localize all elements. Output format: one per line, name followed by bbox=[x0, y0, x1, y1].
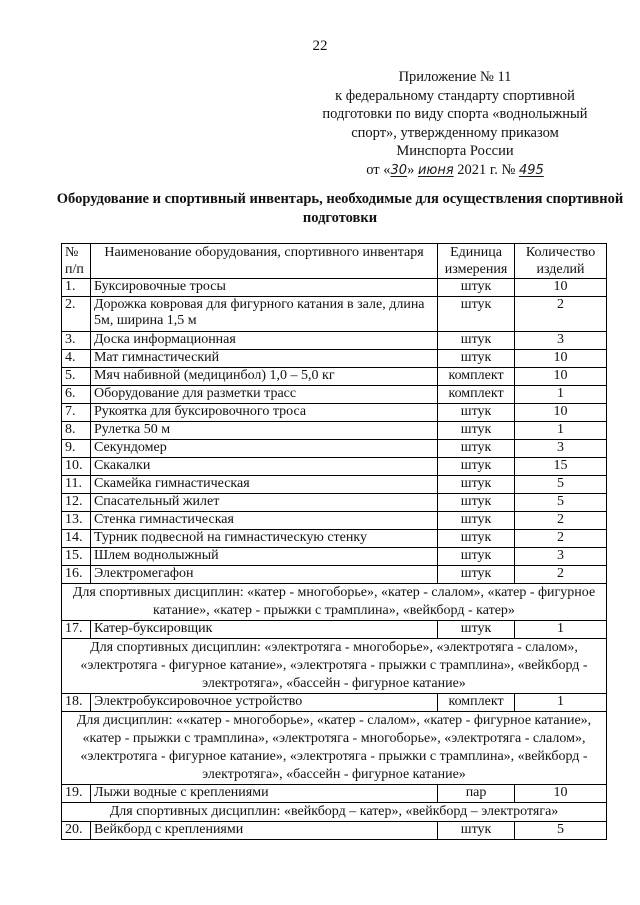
section-text: Для спортивных дисциплин: «катер - многоборье», «катер - слалом», «катер - фигурное катание», «катер - прыжки с трамплина», «вейкборд - катер» bbox=[62, 584, 607, 621]
cell-unit: комплект bbox=[438, 386, 515, 404]
cell-num: 9. bbox=[62, 440, 91, 458]
document-title: Оборудование и спортивный инвентарь, необходимые для осуществления спортивной подготовки bbox=[56, 191, 624, 226]
cell-name: Дорожка ковровая для фигурного катания в зале, длина 5м, ширина 1,5 м bbox=[90, 297, 437, 332]
cell-qty: 5 bbox=[515, 822, 607, 840]
cell-qty: 2 bbox=[515, 297, 607, 332]
table-row bbox=[62, 297, 607, 332]
cell-qty: 10 bbox=[515, 785, 607, 803]
table-row bbox=[62, 404, 607, 422]
cell-qty: 1 bbox=[515, 422, 607, 440]
cell-qty: 2 bbox=[515, 530, 607, 548]
cell-num: 3. bbox=[62, 332, 91, 350]
cell-name: Скамейка гимнастическая bbox=[90, 476, 437, 494]
cell-num: 17. bbox=[62, 621, 91, 639]
table-row bbox=[62, 350, 607, 368]
cell-name: Электробуксировочное устройство bbox=[90, 694, 437, 712]
cell-num: 14. bbox=[62, 530, 91, 548]
cell-name: Доска информационная bbox=[90, 332, 437, 350]
cell-name: Спасательный жилет bbox=[90, 494, 437, 512]
header-name: Наименование оборудования, спортивного инвентаря bbox=[90, 244, 437, 279]
cell-num: 1. bbox=[62, 279, 91, 297]
cell-unit: штук bbox=[438, 458, 515, 476]
table-row bbox=[62, 386, 607, 404]
cell-unit: штук bbox=[438, 440, 515, 458]
cell-unit: штук bbox=[438, 422, 515, 440]
cell-num: 7. bbox=[62, 404, 91, 422]
cell-num: 6. bbox=[62, 386, 91, 404]
cell-qty: 1 bbox=[515, 386, 607, 404]
cell-num: 5. bbox=[62, 368, 91, 386]
date-sep: » bbox=[407, 161, 415, 178]
cell-num: 18. bbox=[62, 694, 91, 712]
cell-name: Рулетка 50 м bbox=[90, 422, 437, 440]
cell-num: 10. bbox=[62, 458, 91, 476]
appendix-line: Минспорта России bbox=[396, 143, 514, 159]
cell-name: Скакалки bbox=[90, 458, 437, 476]
cell-num: 15. bbox=[62, 548, 91, 566]
cell-qty: 10 bbox=[515, 350, 607, 368]
cell-name: Рукоятка для буксировочного троса bbox=[90, 404, 437, 422]
cell-unit: штук bbox=[438, 566, 515, 584]
date-month: июня bbox=[417, 162, 454, 178]
appendix-line: подготовки по виду спорта «воднолыжный bbox=[322, 106, 588, 122]
table-row bbox=[62, 530, 607, 548]
cell-qty: 1 bbox=[515, 694, 607, 712]
cell-unit: штук bbox=[438, 530, 515, 548]
table-row bbox=[62, 785, 607, 803]
cell-name: Катер-буксировщик bbox=[90, 621, 437, 639]
cell-qty: 10 bbox=[515, 279, 607, 297]
table-header-row bbox=[62, 244, 607, 279]
cell-name: Шлем воднолыжный bbox=[90, 548, 437, 566]
table-row bbox=[62, 822, 607, 840]
date-prefix: от « bbox=[366, 161, 391, 178]
cell-name: Буксировочные тросы bbox=[90, 279, 437, 297]
header-unit: Единица измерения bbox=[438, 244, 515, 279]
cell-unit: комплект bbox=[438, 368, 515, 386]
table-row bbox=[62, 476, 607, 494]
cell-name: Оборудование для разметки трасс bbox=[90, 386, 437, 404]
cell-unit: штук bbox=[438, 512, 515, 530]
cell-qty: 5 bbox=[515, 494, 607, 512]
cell-qty: 3 bbox=[515, 548, 607, 566]
cell-unit: штук bbox=[438, 621, 515, 639]
cell-unit: штук bbox=[438, 822, 515, 840]
appendix-line: спорт», утвержденному приказом bbox=[351, 124, 559, 141]
cell-unit: штук bbox=[438, 476, 515, 494]
cell-qty: 5 bbox=[515, 476, 607, 494]
cell-num: 2. bbox=[62, 297, 91, 332]
cell-num: 11. bbox=[62, 476, 91, 494]
cell-unit: комплект bbox=[438, 694, 515, 712]
table-row bbox=[62, 548, 607, 566]
table-row bbox=[62, 621, 607, 639]
appendix-line: к федеральному стандарту спортивной bbox=[335, 87, 575, 104]
table-row bbox=[62, 440, 607, 458]
section-row bbox=[62, 803, 607, 822]
cell-qty: 1 bbox=[515, 621, 607, 639]
cell-unit: штук bbox=[438, 404, 515, 422]
equipment-table bbox=[61, 243, 607, 840]
cell-qty: 2 bbox=[515, 512, 607, 530]
cell-unit: штук bbox=[438, 494, 515, 512]
appendix-header bbox=[300, 68, 610, 180]
cell-unit: штук bbox=[438, 332, 515, 350]
cell-name: Лыжи водные с креплениями bbox=[90, 785, 437, 803]
cell-num: 8. bbox=[62, 422, 91, 440]
cell-qty: 2 bbox=[515, 566, 607, 584]
section-row bbox=[62, 639, 607, 694]
table-body bbox=[62, 279, 607, 584]
cell-name: Мяч набивной (медицинбол) 1,0 – 5,0 кг bbox=[90, 368, 437, 386]
cell-qty: 3 bbox=[515, 440, 607, 458]
table-row bbox=[62, 422, 607, 440]
page-number: 22 bbox=[312, 38, 328, 54]
table-row bbox=[62, 332, 607, 350]
date-day: 30 bbox=[390, 162, 408, 178]
order-number: 495 bbox=[518, 162, 544, 178]
cell-num: 19. bbox=[62, 785, 91, 803]
cell-num: 20. bbox=[62, 822, 91, 840]
cell-name: Вейкборд с креплениями bbox=[90, 822, 437, 840]
section-text: Для дисциплин: ««катер - многоборье», «катер - слалом», «катер - фигурное катание», «катер - прыжки с трамплина», «электротяга - многоборье», «электротяга - слалом», «электротяга - фигурное катание», «электротяга - прыжки с трамплина», «вейкборд - электротяга», «бассейн - фигурное катание» bbox=[62, 712, 607, 785]
cell-unit: штук bbox=[438, 548, 515, 566]
section-text: Для спортивных дисциплин: «электротяга - многоборье», «электротяга - слалом», «электротяга - фигурное катание», «электротяга - прыжки с трамплина», «вейкборд - электротяга», «бассейн - фигурное катание» bbox=[62, 639, 607, 694]
cell-unit: штук bbox=[438, 350, 515, 368]
section-text: Для спортивных дисциплин: «вейкборд – катер», «вейкборд – электротяга» bbox=[62, 803, 607, 822]
cell-name: Секундомер bbox=[90, 440, 437, 458]
cell-num: 16. bbox=[62, 566, 91, 584]
cell-name: Мат гимнастический bbox=[90, 350, 437, 368]
table-row bbox=[62, 458, 607, 476]
cell-qty: 10 bbox=[515, 404, 607, 422]
cell-qty: 15 bbox=[515, 458, 607, 476]
section-row bbox=[62, 712, 607, 785]
cell-qty: 3 bbox=[515, 332, 607, 350]
cell-unit: штук bbox=[438, 297, 515, 332]
cell-num: 4. bbox=[62, 350, 91, 368]
cell-unit: пар bbox=[438, 785, 515, 803]
order-date-line bbox=[300, 161, 610, 181]
date-year: 2021 г. № bbox=[457, 161, 516, 178]
table-row bbox=[62, 368, 607, 386]
table-row bbox=[62, 694, 607, 712]
cell-num: 12. bbox=[62, 494, 91, 512]
header-num: № п/п bbox=[62, 244, 91, 279]
cell-name: Электромегафон bbox=[90, 566, 437, 584]
table-row bbox=[62, 566, 607, 584]
cell-unit: штук bbox=[438, 279, 515, 297]
table-row bbox=[62, 494, 607, 512]
table-row bbox=[62, 279, 607, 297]
cell-qty: 10 bbox=[515, 368, 607, 386]
table-row bbox=[62, 512, 607, 530]
cell-num: 13. bbox=[62, 512, 91, 530]
header-qty: Количество изделий bbox=[515, 244, 607, 279]
cell-name: Стенка гимнастическая bbox=[90, 512, 437, 530]
appendix-line: Приложение № 11 bbox=[398, 69, 512, 85]
section-row bbox=[62, 584, 607, 621]
cell-name: Турник подвесной на гимнастическую стенку bbox=[90, 530, 437, 548]
